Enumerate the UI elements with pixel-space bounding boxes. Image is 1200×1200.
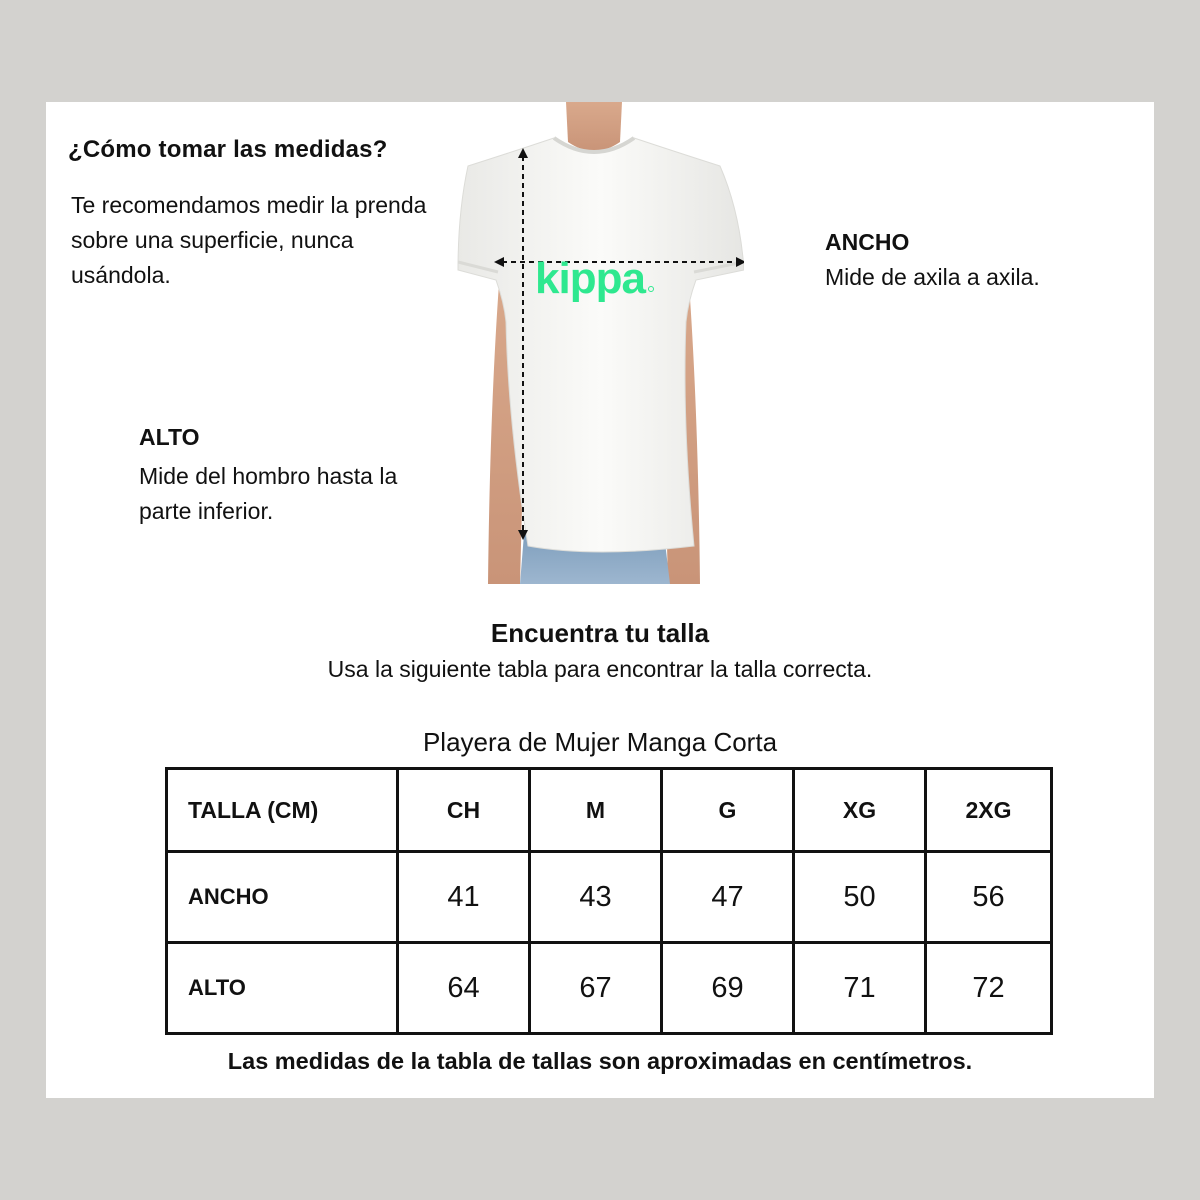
- header-cell: XG: [794, 769, 926, 852]
- kippa-logo: kippa: [535, 254, 645, 303]
- howto-title: ¿Cómo tomar las medidas?: [68, 136, 388, 163]
- table-cell: 67: [530, 943, 662, 1034]
- size-table: [165, 767, 1053, 1035]
- table-cell: 50: [794, 852, 926, 943]
- table-cell: 71: [794, 943, 926, 1034]
- table-cell: 72: [926, 943, 1052, 1034]
- row-label: ANCHO: [167, 852, 398, 943]
- table-row: [167, 852, 1052, 943]
- table-cell: 69: [662, 943, 794, 1034]
- header-cell: CH: [398, 769, 530, 852]
- table-header-row: [167, 769, 1052, 852]
- header-cell: G: [662, 769, 794, 852]
- find-size-subtitle: Usa la siguiente tabla para encontrar la talla correcta.: [327, 656, 873, 682]
- tshirt-photo: [444, 102, 744, 584]
- neck: [566, 102, 622, 151]
- table-cell: 41: [398, 852, 530, 943]
- size-guide-card: [46, 102, 1154, 1098]
- table-cell: 56: [926, 852, 1052, 943]
- alto-description: Mide del hombro hasta la parte inferior.: [139, 463, 398, 524]
- alto-label: ALTO: [139, 424, 200, 450]
- ancho-description: Mide de axila a axila.: [825, 264, 1040, 290]
- table-caption: Playera de Mujer Manga Corta: [422, 727, 778, 757]
- table-row: [167, 943, 1052, 1034]
- footnote: Las medidas de la tabla de tallas son aproximadas en centímetros.: [227, 1048, 973, 1074]
- table-cell: 43: [530, 852, 662, 943]
- table-cell: 47: [662, 852, 794, 943]
- header-cell: M: [530, 769, 662, 852]
- table-cell: 64: [398, 943, 530, 1034]
- header-cell: 2XG: [926, 769, 1052, 852]
- header-cell: TALLA (CM): [167, 769, 398, 852]
- howto-text: Te recomendamos medir la prenda sobre una superficie, nunca usándola.: [71, 192, 427, 288]
- find-size-title: Encuentra tu talla: [490, 618, 710, 648]
- ancho-label: ANCHO: [825, 229, 910, 255]
- row-label: ALTO: [167, 943, 398, 1034]
